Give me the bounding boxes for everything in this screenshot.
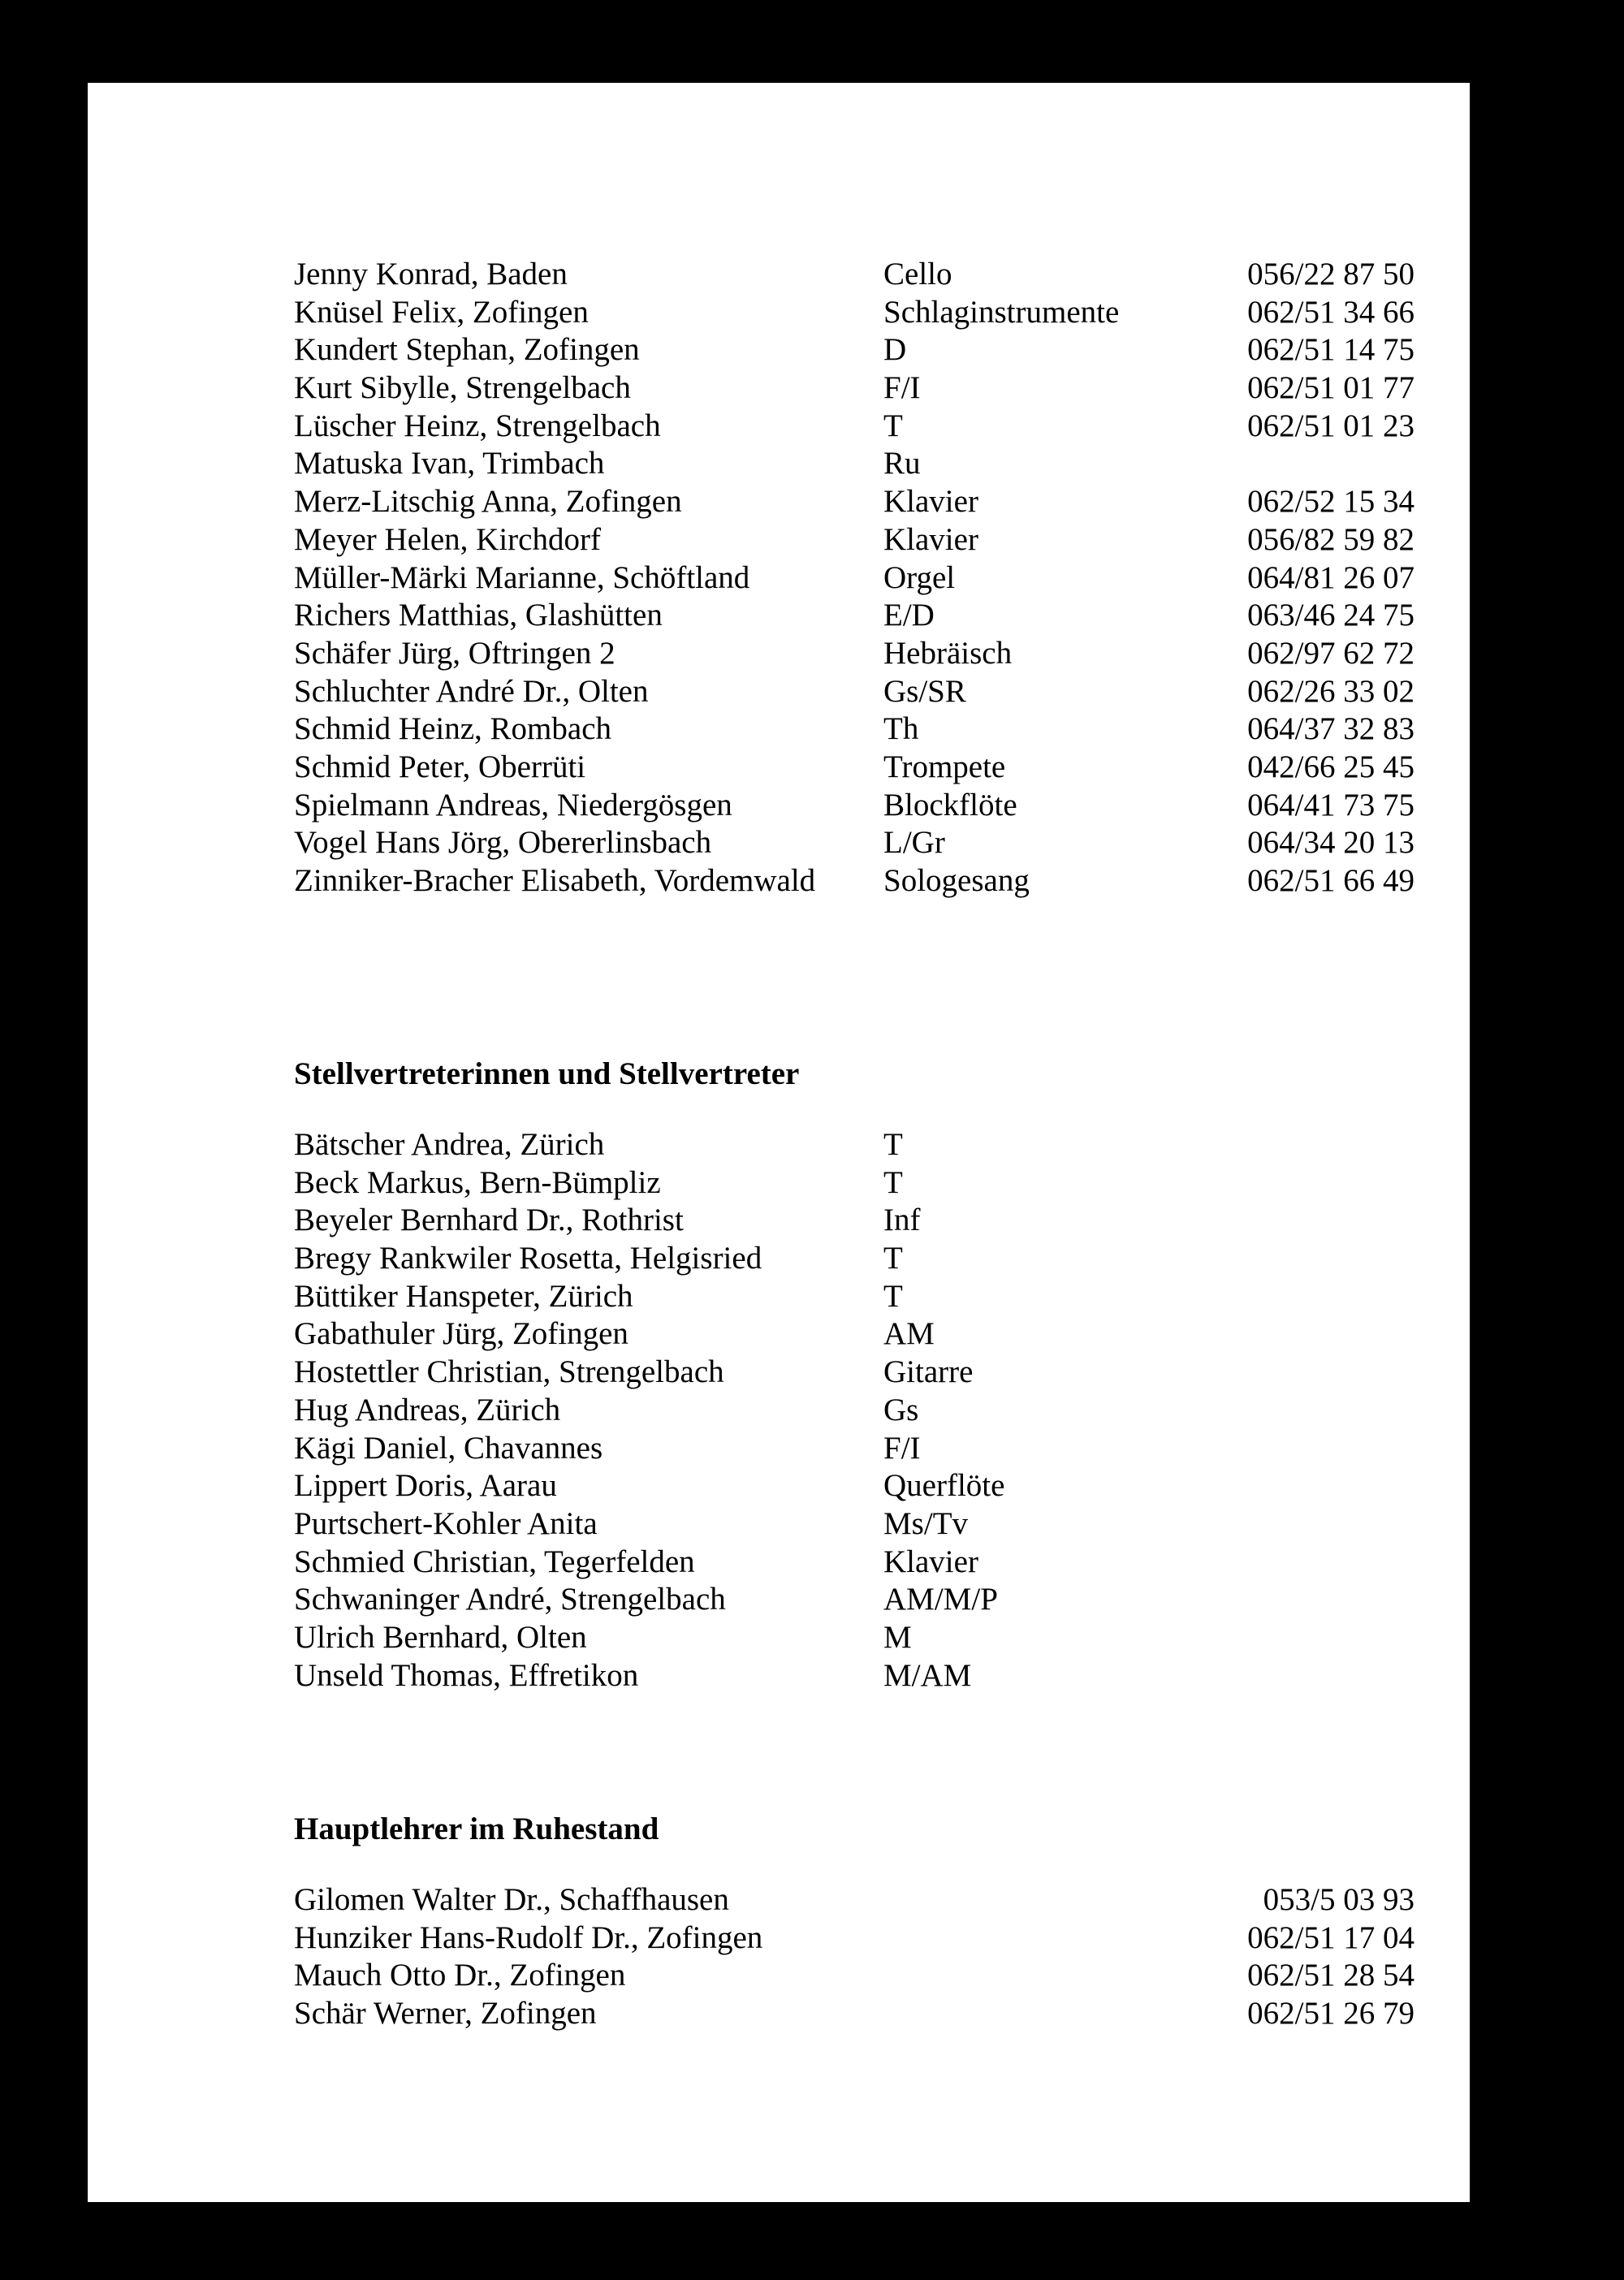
teacher-phone: 063/46 24 75 <box>1247 598 1415 633</box>
teacher-subject: Hebräisch <box>883 635 1013 671</box>
teacher-phone: 062/26 33 02 <box>1247 673 1415 709</box>
list-item <box>294 1581 1415 1619</box>
list-item <box>294 1430 1415 1468</box>
document-page <box>88 83 1470 2235</box>
retired-heading: Hauptlehrer im Ruhestand <box>294 1811 659 1846</box>
list-item <box>294 1126 1415 1164</box>
page-number: 20 <box>294 2200 326 2235</box>
list-item <box>294 369 1415 408</box>
teacher-name: Spielmann Andreas, Niedergösgen <box>294 787 732 823</box>
substitute-name: Hostettler Christian, Strengelbach <box>294 1354 724 1390</box>
teacher-subject: Schlaginstrumente <box>883 294 1120 330</box>
substitute-name: Schwaninger André, Strengelbach <box>294 1582 726 1617</box>
teacher-name: Kurt Sibylle, Strengelbach <box>294 370 631 406</box>
teacher-phone: 064/34 20 13 <box>1247 825 1415 861</box>
teacher-name: Knüsel Felix, Zofingen <box>294 294 589 330</box>
substitute-subject: Gitarre <box>883 1354 974 1390</box>
teacher-phone: 056/82 59 82 <box>1247 521 1415 557</box>
list-item <box>294 635 1415 673</box>
list-item <box>294 1202 1415 1240</box>
teacher-name: Merz-Litschig Anna, Zofingen <box>294 484 682 520</box>
list-item <box>294 1619 1415 1657</box>
teacher-phone: 062/51 66 49 <box>1247 863 1415 898</box>
teacher-name: Matuska Ivan, Trimbach <box>294 446 605 481</box>
list-item <box>294 1240 1415 1278</box>
list-item <box>294 673 1415 711</box>
list-item <box>294 1278 1415 1316</box>
list-item <box>294 521 1415 559</box>
list-item <box>294 597 1415 635</box>
teacher-name: Jenny Konrad, Baden <box>294 257 568 291</box>
teacher-subject: Th <box>883 711 919 747</box>
teacher-name: Schmid Heinz, Rombach <box>294 711 612 747</box>
retired-phone: 062/51 17 04 <box>1247 1919 1415 1955</box>
teacher-phone: 062/51 34 66 <box>1247 294 1415 330</box>
teacher-phone: 062/52 15 34 <box>1247 484 1415 520</box>
retired-list <box>294 1881 1415 2033</box>
teacher-name: Müller-Märki Marianne, Schöftland <box>294 559 750 595</box>
substitute-subject: Inf <box>883 1203 921 1238</box>
list-item <box>294 445 1415 483</box>
teacher-name: Lüscher Heinz, Strengelbach <box>294 408 661 443</box>
list-item <box>294 1354 1415 1392</box>
teacher-subject: F/I <box>883 370 921 406</box>
substitute-name: Gabathuler Jürg, Zofingen <box>294 1316 628 1352</box>
substitute-subject: Querflöte <box>883 1468 1005 1504</box>
teacher-name: Richers Matthias, Glashütten <box>294 598 663 633</box>
substitute-name: Schmied Christian, Tegerfelden <box>294 1544 695 1579</box>
list-item <box>294 559 1415 598</box>
teacher-subject: Sologesang <box>883 863 1030 898</box>
teacher-phone: 064/41 73 75 <box>1247 787 1415 823</box>
list-item <box>294 824 1415 862</box>
retired-phone: 053/5 03 93 <box>1263 1882 1415 1917</box>
retired-phone: 062/51 28 54 <box>1247 1958 1415 1993</box>
teacher-subject: Cello <box>883 257 952 291</box>
substitute-name: Beck Markus, Bern-Bümpliz <box>294 1164 661 1200</box>
substitute-subject: T <box>883 1241 903 1276</box>
retired-name: Gilomen Walter Dr., Schaffhausen <box>294 1882 729 1917</box>
teacher-phone: 064/37 32 83 <box>1247 711 1415 747</box>
teacher-name: Schmid Peter, Oberrüti <box>294 749 586 784</box>
teacher-phone: 056/22 87 50 <box>1247 257 1415 291</box>
list-item <box>294 1505 1415 1544</box>
list-item <box>294 1392 1415 1430</box>
list-item <box>294 1881 1415 1919</box>
teacher-subject: Blockflöte <box>883 787 1017 823</box>
list-item <box>294 483 1415 521</box>
list-item <box>294 1657 1415 1695</box>
list-item <box>294 862 1415 900</box>
teacher-subject: E/D <box>883 598 935 633</box>
teacher-subject: L/Gr <box>883 825 945 861</box>
substitute-subject: M <box>883 1619 912 1655</box>
substitute-subject: T <box>883 1164 903 1200</box>
substitute-name: Kägi Daniel, Chavannes <box>294 1430 603 1466</box>
list-item <box>294 1544 1415 1582</box>
substitute-subject: T <box>883 1127 903 1162</box>
teacher-subject: Klavier <box>883 484 978 520</box>
substitute-subject: T <box>883 1278 903 1314</box>
teacher-name: Schluchter André Dr., Olten <box>294 673 649 709</box>
teacher-subject: T <box>883 408 903 443</box>
teacher-subject: D <box>883 332 907 368</box>
teacher-subject: Trompete <box>883 749 1006 784</box>
substitute-name: Bätscher Andrea, Zürich <box>294 1127 605 1162</box>
retired-phone: 062/51 26 79 <box>1247 1996 1415 2032</box>
teacher-phone: 064/81 26 07 <box>1247 559 1415 595</box>
teacher-name: Schäfer Jürg, Oftringen 2 <box>294 635 615 671</box>
retired-name: Hunziker Hans-Rudolf Dr., Zofingen <box>294 1919 763 1955</box>
teacher-name: Meyer Helen, Kirchdorf <box>294 521 601 557</box>
list-item <box>294 1467 1415 1505</box>
substitute-name: Bregy Rankwiler Rosetta, Helgisried <box>294 1241 762 1276</box>
substitute-name: Beyeler Bernhard Dr., Rothrist <box>294 1203 684 1238</box>
retired-name: Mauch Otto Dr., Zofingen <box>294 1958 626 1993</box>
teacher-name: Zinniker-Bracher Elisabeth, Vordemwald <box>294 863 816 898</box>
substitute-name: Purtschert-Kohler Anita <box>294 1505 598 1541</box>
teacher-name: Vogel Hans Jörg, Obererlinsbach <box>294 825 712 861</box>
substitute-name: Lippert Doris, Aarau <box>294 1468 557 1504</box>
substitute-name: Unseld Thomas, Effretikon <box>294 1657 639 1693</box>
substitute-subject: Ms/Tv <box>883 1505 969 1541</box>
substitute-name: Hug Andreas, Zürich <box>294 1392 561 1427</box>
list-item <box>294 710 1415 749</box>
teacher-phone: 062/51 01 23 <box>1247 408 1415 443</box>
teacher-subject: Gs/SR <box>883 673 966 709</box>
teacher-list <box>294 256 1415 900</box>
substitute-subject: F/I <box>883 1430 921 1466</box>
substitutes-heading: Stellvertreterinnen und Stellvertreter <box>294 1056 800 1091</box>
substitute-subject: M/AM <box>883 1657 972 1693</box>
list-item <box>294 1995 1415 2033</box>
substitutes-list <box>294 1126 1415 1695</box>
list-item <box>294 256 1415 294</box>
teacher-subject: Orgel <box>883 559 956 595</box>
list-item <box>294 1919 1415 1958</box>
list-item <box>294 787 1415 825</box>
teacher-phone: 062/51 14 75 <box>1247 332 1415 368</box>
retired-name: Schär Werner, Zofingen <box>294 1996 597 2032</box>
list-item <box>294 294 1415 332</box>
substitute-subject: AM <box>883 1316 935 1352</box>
teacher-name: Kundert Stephan, Zofingen <box>294 332 640 368</box>
list-item <box>294 749 1415 787</box>
teacher-subject: Ru <box>883 446 921 481</box>
substitute-subject: Gs <box>883 1392 919 1427</box>
teacher-phone: 042/66 25 45 <box>1247 749 1415 784</box>
teacher-phone: 062/51 01 77 <box>1247 370 1415 406</box>
substitute-subject: Klavier <box>883 1544 978 1579</box>
list-item <box>294 408 1415 446</box>
list-item <box>294 331 1415 369</box>
list-item <box>294 1957 1415 1995</box>
teacher-subject: Klavier <box>883 521 978 557</box>
list-item <box>294 1164 1415 1203</box>
substitute-subject: AM/M/P <box>883 1582 998 1617</box>
substitute-name: Ulrich Bernhard, Olten <box>294 1619 587 1655</box>
list-item <box>294 1315 1415 1354</box>
substitute-name: Büttiker Hanspeter, Zürich <box>294 1278 633 1314</box>
teacher-phone: 062/97 62 72 <box>1247 635 1415 671</box>
